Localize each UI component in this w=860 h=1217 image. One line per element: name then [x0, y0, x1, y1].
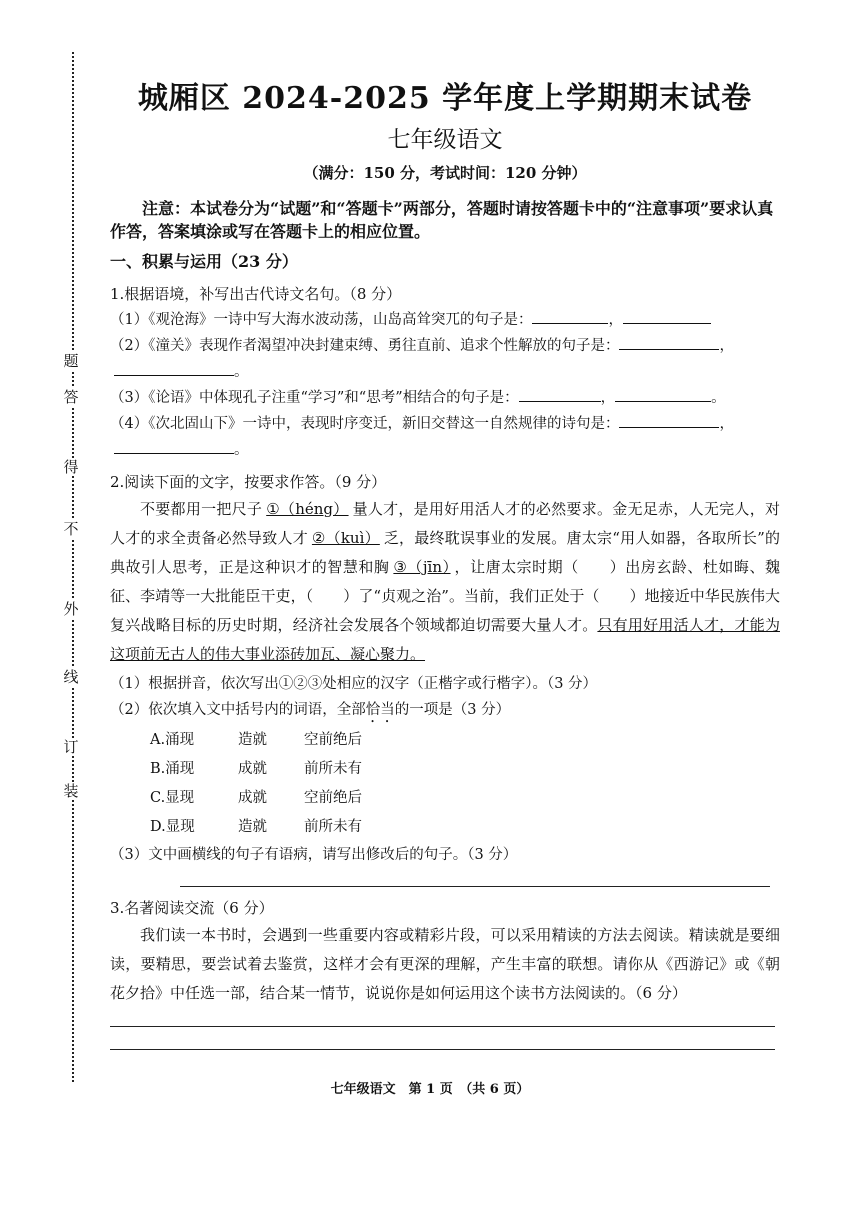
- binding-char: 题: [56, 352, 86, 370]
- q1-item-3: （3）《论语》中体现孔子注重“学习”和“思考”相结合的句子是： ， 。: [110, 385, 780, 411]
- q1-item-2-cont: 。: [110, 359, 780, 385]
- answer-blank: [114, 437, 234, 454]
- answer-line: [110, 1027, 775, 1050]
- answer-blank: [619, 333, 719, 350]
- section-title: 一、积累与运用（23 分）: [110, 252, 298, 271]
- pinyin-3: ③（jīn）: [393, 558, 451, 576]
- q1-item-1: （1）《观沧海》一诗中写大海水波动荡，山岛高耸突兀的句子是： ，: [110, 307, 780, 333]
- q1-item-4-cont: 。: [110, 437, 780, 463]
- option-a: A.涌现 造就 空前绝后: [150, 732, 362, 748]
- question-1-head: 1.根据语境，补写出古代诗文名句。（8 分）: [110, 285, 402, 303]
- binding-char: 订: [56, 738, 86, 756]
- answer-blank: [619, 411, 719, 428]
- question-2-head: 2.阅读下面的文字，按要求作答。（9 分）: [110, 473, 387, 491]
- q1-item-4: （4）《次北固山下》一诗中，表现时序变迁，新旧交替这一自然规律的诗句是： ，: [110, 411, 780, 437]
- q2-sub-2: （2）依次填入文中括号内的词语，全部恰当的一项是（3 分）: [110, 702, 511, 718]
- q2-passage: 不要都用一把尺子 ①（héng） 量人才，是用好用活人才的必然要求。金无足赤，人无完人，对人才的求全责备必然导致人才 ②（kuì） 乏，最终耽误事业的发展。唐太宗“用人如器，各取所长”的典故引人思考，正是这种识才的智慧和胸 ③（jīn） ，让唐太宗时期（ ）出房玄龄、杜如晦、魏征、李靖等一大批能臣干吏，（ ）了“贞观之治”。当前，我们正处于（ ）地接近中华民族伟大复兴战略目标的历史时期，经济社会发展各个领域都迫切需要大量人才。只有用好用活人才，才能为这项前无古人的伟大事业添砖加瓦、凝心聚力。: [110, 500, 780, 663]
- underlined-sentence: 只有用好用活人才，才能为这项前无古人的伟大事业添砖加瓦、凝心聚力。: [110, 616, 780, 663]
- pinyin-2: ②（kuì）: [311, 529, 380, 547]
- answer-line: [180, 868, 770, 887]
- binding-char: 不: [56, 520, 86, 538]
- q3-passage: 我们读一本书时，会遇到一些重要内容或精彩片段，可以采用精读的方法去阅读。精读就是要细读，要精思，要尝试着去鉴赏，这样才会有更深的理解，产生丰富的联想。请你从《西游记》或《朝花夕拾》中任选一部，结合某一情节，说说你是如何运用这个读书方法阅读的。（6 分）: [110, 926, 780, 1002]
- binding-char: 得: [56, 458, 86, 476]
- exam-page: [110, 78, 780, 1050]
- binding-char: 线: [56, 668, 86, 686]
- binding-dotted-line: [72, 52, 74, 1082]
- answer-blank: [532, 307, 608, 324]
- page-subtitle: 七年级语文: [387, 127, 503, 153]
- pinyin-1: ①（héng）: [266, 500, 349, 518]
- question-3-head: 3.名著阅读交流（6 分）: [110, 899, 274, 917]
- binding-char: 答: [56, 388, 86, 406]
- answer-blank: [519, 385, 601, 402]
- score-info: （满分：150 分，考试时间：120 分钟）: [303, 164, 587, 182]
- q1-item-2: （2）《潼关》表现作者渴望冲决封建束缚、勇往直前、追求个性解放的句子是： ，: [110, 333, 780, 359]
- page-title: 城厢区 2024-2025 学年度上学期期末试卷: [137, 81, 753, 116]
- answer-line: [110, 1008, 775, 1027]
- page-footer: 七年级语文 第 1 页 （共 6 页）: [330, 1082, 530, 1097]
- option-d: D.显现 造就 前所未有: [150, 819, 362, 835]
- binding-char: 装: [56, 782, 86, 800]
- answer-blank: [615, 385, 711, 402]
- q2-sub-1: （1）根据拼音，依次写出①②③处相应的汉字（正楷字或行楷字）。（3 分）: [110, 676, 598, 692]
- notice: 注意：本试卷分为“试题”和“答题卡”两部分，答题时请按答题卡中的“注意事项”要求认真作答，答案填涂或写在答题卡上的相应位置。: [110, 199, 774, 241]
- option-b: B.涌现 成就 前所未有: [150, 761, 362, 777]
- q2-sub-3: （3）文中画横线的句子有语病，请写出修改后的句子。（3 分）: [110, 847, 518, 863]
- answer-blank: [114, 359, 234, 376]
- option-c: C.显现 成就 空前绝后: [150, 790, 362, 806]
- q2-options: [150, 726, 780, 842]
- answer-blank: [623, 307, 711, 324]
- binding-char: 外: [56, 600, 86, 618]
